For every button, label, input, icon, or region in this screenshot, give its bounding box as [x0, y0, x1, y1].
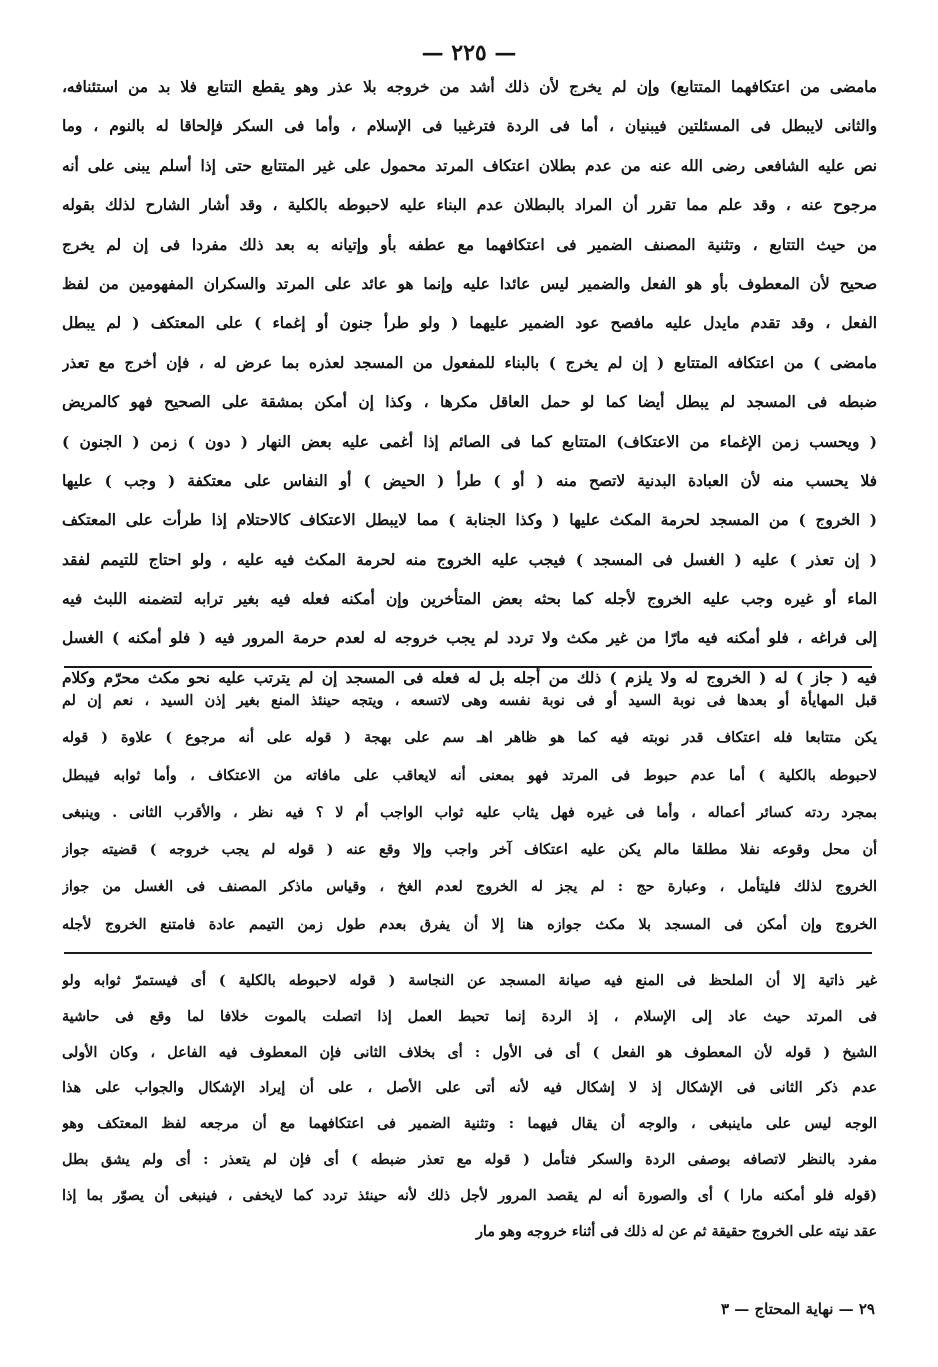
- footnote-divider: [64, 952, 872, 954]
- printer-signature: ٢٩ — نهاية المحتاج — ٣: [720, 1300, 875, 1318]
- footnote-line: قبل المهايأة أو بعدها فى نوبة السيد أو فى نوبة نفسه وهى لاتسعه ، ويتجه حينئذ المنع بغير إذن السيد ، نعم إن لم: [62, 693, 877, 709]
- main-text-line: ( ويحسب زمن الإغماء من الاعتكاف) المتتابع كما فى الصائم إذا أغمى عليه بعض النهار ( دون ) زمن ( الجنون ): [62, 432, 877, 451]
- main-text-line: الفعل ، وقد تقدم مايدل عليه مافصح عود الضمير عليهما ( ولو طرأ جنون أو إغماء ) على المعتكف ( لم يبطل: [62, 314, 877, 333]
- footnote-block-1: [62, 683, 877, 944]
- main-text-line: ( إن تعذر ) عليه ( الغسل فى المسجد ) فيجب عليه الخروج منه لحرمة المكث فيه عليه ، ولو احتاج للتيمم لفقد: [62, 550, 877, 569]
- footnote-line: الخروج وإن أمكن فى المسجد بلا مكث جوازه هنا إلا أن يفرق بعدم طول زمن التيمم عادة فامتنع الخروج لأجله: [62, 916, 877, 933]
- main-text-line: ( الخروج ) من المسجد لحرمة المكث عليها ( وكذا الجنابة ) مما لايبطل الاعتكاف كالاحتلام إذا طرأت على المعتكف: [62, 511, 877, 530]
- main-text-line: مامضى من اعتكافهما المتتابع) وإن لم يخرج لأن ذلك أشد من خروجه بلا عذر وهو يقطع التتابع فلا بد من استئنافه،: [62, 78, 877, 96]
- footnote-line: عدم ذكر الثانى فى الإشكال إذ لا إشكال فيه لأنه أتى على الأصل ، على أن إيراد الإشكال والجواب على هذا: [62, 1080, 877, 1097]
- footnote-line-last: عقد نيته على الخروج حقيقة ثم عن له ذلك فى أثناء خروجه وهو مار: [476, 1223, 877, 1240]
- main-text-line: إلى فراغه ، فلو أمكنه فيه مارّا من غير مكث ولا تردد لم يجب خروجه له لعدم حرمة المرور فيه ( فلو أمكنه ) الغسل: [62, 629, 877, 648]
- main-text-line: صحيح لأن المعطوف بأو هو الفعل والضمير ليس عائدا عليه وإنما هو عائد على المرتد والسكران المفهومين من لفظ: [62, 274, 877, 293]
- footnote-line: يكن متتابعا فله اعتكاف قدر نوبته فيه كما هو ظاهر اهـ سم على بهجة ( قوله على أنه مرجوع ) علاوة ( قوله: [62, 730, 877, 747]
- main-text-line: فلا يحسب منه لأن العبادة البدنية لاتصح منه ( أو ) طرأ ( الحيض ) أو النفاس على معتكفة ( وجب ) عليها: [62, 471, 877, 490]
- main-text-line: فيه ( جاز ) له ( الخروج له ولا يلزم ) ذلك من أجله بل له فعله فى المسجد إن لم يترتب عليه نحو مكث محرّم وكلام: [62, 668, 877, 687]
- footnote-line: فى المرتد حيث عاد إلى الإسلام ، إذ الردة إنما تحبط العمل إذا اتصلت بالموت خلافا لما وقع فى حاشية: [62, 1008, 877, 1025]
- footnote-block-2: [62, 964, 877, 1250]
- main-text-line: نص عليه الشافعى رضى الله عنه من عدم بطلان اعتكاف المرتد محمول على غير المتتابع حتى إذا أسلم يبنى على أنه: [62, 156, 877, 175]
- footnote-line: الشيخ ( قوله لأن المعطوف هو الفعل ) أى فى الأول : أى بخلاف الثانى فإن المعطوف فيه الفاعل ، وكان الأولى: [62, 1044, 877, 1061]
- main-text-line: ضبطه فى المسجد لم يبطل أيضا كما لو حمل العاقل مكرها ، وكذا إن أمكن بمشقة على الصحيح فهو كالمريض: [62, 393, 877, 412]
- footnote-line: مفرد بالنظر لاتصافه بوصفى الردة والسكر فتأمل ( قوله مع تعذر ضبطه ) أى فإن لم يتعذر : أى ولم يشق بطل: [62, 1151, 877, 1168]
- main-text-line: مامضى ) من اعتكافه المتتابع ( إن لم يخرج ) بالبناء للمفعول من المسجد لعذره بما عرض له ، فإن أخرج مع تعذر: [62, 353, 877, 372]
- footnote-line: الخروج لذلك فليتأمل ، وعبارة حج : لم يجز له الخروج لعدم الغخ ، وقياس ماذكر المصنف فى الغسل من جواز: [62, 879, 877, 896]
- main-text-line: من حيث التتابع ، وتثنية المصنف الضمير فى اعتكافهما مع عطفه بأو وإتيانه به بعد ذلك مفردا فى إن لم يخرج: [62, 235, 877, 254]
- footnote-line: (قوله فلو أمكنه مارا ) أى والصورة أنه لم يقصد المرور لأجل ذلك لأنه حينئذ تردد كما لايخفى ، فينبغى أن يصوّر بما إذا: [62, 1187, 877, 1204]
- main-text-line: والثانى لايبطل فى المسئلتين فيبنيان ، أما فى الردة فترغيبا فى الإسلام ، وأما فى السكر فإلحاقا له بالنوم ، وما: [62, 117, 877, 136]
- footnote-line: لاحبوطه بالكلية ) أما عدم حبوط فى المرتد فهو بمعنى أنه لايعاقب على مافاته من الاعتكاف ، وأما ثوابه فيبطل: [62, 767, 877, 784]
- footnote-line: أن محل وقوعه نفلا مطلقا مالم يكن عليه اعتكاف آخر واجب وإلا وقع عنه ( قوله لم يجب خروجه ) قضيته جواز: [62, 842, 877, 859]
- footnote-line: غير ذاتية إلا أن الملحظ فى المنع فيه صيانة المسجد عن النجاسة ( قوله لاحبوطه بالكلية ) أى فيستمرّ ثوابه ولو: [62, 973, 877, 989]
- footnote-line: بمجرد ردته كسائر أعماله ، وأما فى غيره فهل يثاب عليه ثواب الواجب أم لا ؟ فيه نظر ، والأقرب الثانى . وينبغى: [62, 804, 877, 821]
- main-text-line: مرجوح عنه ، وقد علم مما تقرر أن المراد بالبطلان عدم البناء عليه لاحبوطه بالكلية ، وقد أشار الشارح لذلك بقوله: [62, 196, 877, 215]
- footnote-line: الوجه ليس على ماينبغى ، والوجه أن يقال فيهما : وتثنية الضمير فى اعتكافهما مع أن مرجعه لفظ المعتكف وهو: [62, 1116, 877, 1133]
- footnote-divider: [64, 666, 872, 668]
- page-number: — ٢٢٥ —: [421, 40, 517, 66]
- main-text: [62, 68, 877, 698]
- main-text-line: الماء أو غيره وجب عليه الخروج لأجله كما بحثه بعض المتأخرين وإن أمكنه فعله فيه بغير ترابه لتضمنه اللبث فيه: [62, 590, 877, 609]
